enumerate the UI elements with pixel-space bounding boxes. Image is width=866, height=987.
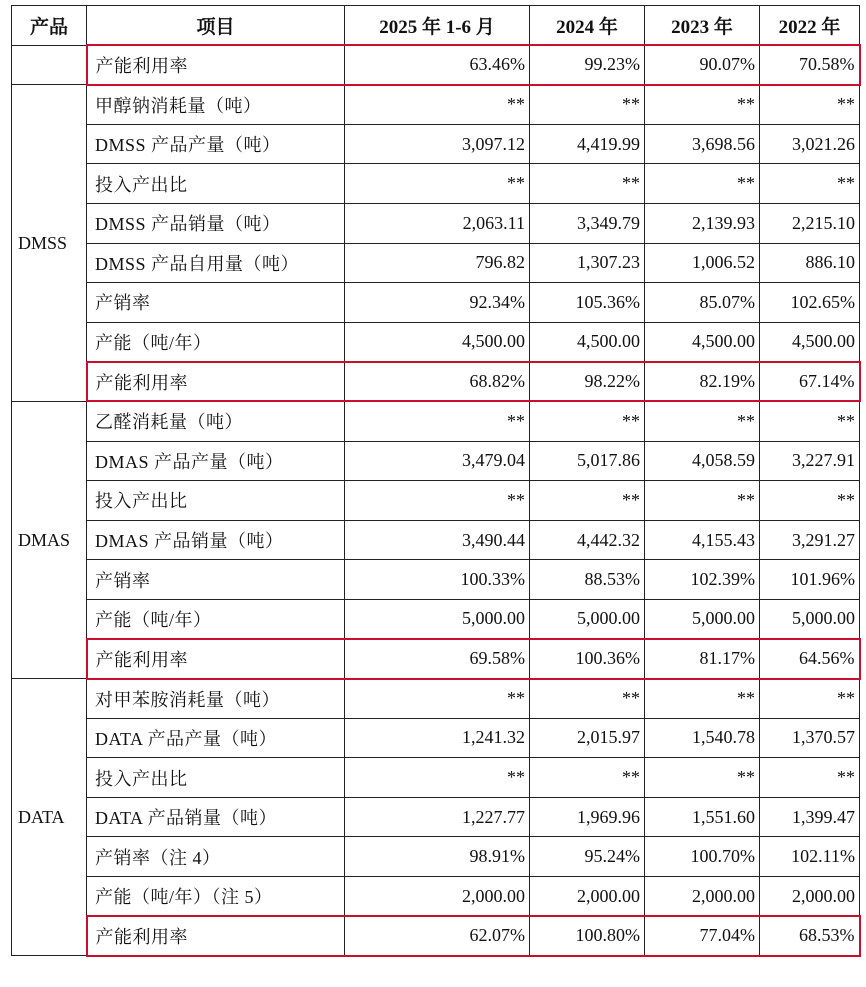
value-cell: 5,000.00 <box>530 599 645 639</box>
value-cell: 2,215.10 <box>760 203 860 243</box>
value-cell: ** <box>345 758 530 798</box>
value-cell: 1,227.77 <box>345 797 530 837</box>
value-cell: 5,017.86 <box>530 441 645 481</box>
item-cell: 乙醛消耗量（吨） <box>87 401 345 441</box>
table-row-highlighted <box>12 45 860 85</box>
value-cell: 1,006.52 <box>645 243 760 283</box>
value-cell: 796.82 <box>345 243 530 283</box>
item-cell: 投入产出比 <box>87 481 345 521</box>
value-cell: 1,969.96 <box>530 797 645 837</box>
item-cell: DATA 产品销量（吨） <box>87 797 345 837</box>
value-cell: 100.33% <box>345 560 530 600</box>
table-row-highlighted <box>12 639 860 679</box>
product-cell: DATA <box>12 679 87 956</box>
value-cell: 1,551.60 <box>645 797 760 837</box>
value-cell: 3,698.56 <box>645 124 760 164</box>
item-cell: 产销率 <box>87 283 345 323</box>
table-row <box>12 441 860 481</box>
value-cell: 4,500.00 <box>345 322 530 362</box>
value-cell: ** <box>760 85 860 125</box>
item-cell: 产销率（注 4） <box>87 837 345 877</box>
value-cell: ** <box>345 85 530 125</box>
value-cell: 5,000.00 <box>645 599 760 639</box>
item-cell: 投入产出比 <box>87 758 345 798</box>
value-cell: 68.53% <box>760 916 860 956</box>
value-cell: 4,155.43 <box>645 520 760 560</box>
value-cell: 3,097.12 <box>345 124 530 164</box>
value-cell: ** <box>760 758 860 798</box>
value-cell: 4,442.32 <box>530 520 645 560</box>
table-row <box>12 124 860 164</box>
value-cell: ** <box>530 401 645 441</box>
table-row <box>12 797 860 837</box>
value-cell: 3,349.79 <box>530 203 645 243</box>
item-cell: 产能利用率 <box>87 45 345 85</box>
value-cell: ** <box>645 85 760 125</box>
header-2024: 2024 年 <box>530 6 645 46</box>
value-cell: 98.22% <box>530 362 645 402</box>
value-cell: 1,370.57 <box>760 718 860 758</box>
table-row <box>12 322 860 362</box>
item-cell: DMSS 产品自用量（吨） <box>87 243 345 283</box>
value-cell: 98.91% <box>345 837 530 877</box>
value-cell: 3,021.26 <box>760 124 860 164</box>
item-cell: 产能利用率 <box>87 916 345 956</box>
value-cell: 105.36% <box>530 283 645 323</box>
value-cell: 70.58% <box>760 45 860 85</box>
item-cell: 产能利用率 <box>87 639 345 679</box>
table-body <box>12 45 860 956</box>
value-cell: 81.17% <box>645 639 760 679</box>
item-cell: 投入产出比 <box>87 164 345 204</box>
capacity-utilization-table <box>11 5 861 957</box>
table-row <box>12 520 860 560</box>
table-row <box>12 481 860 521</box>
table-header <box>12 6 860 46</box>
value-cell: 4,500.00 <box>530 322 645 362</box>
value-cell: 62.07% <box>345 916 530 956</box>
value-cell: 2,000.00 <box>530 877 645 917</box>
value-cell: 4,058.59 <box>645 441 760 481</box>
item-cell: DMSS 产品产量（吨） <box>87 124 345 164</box>
value-cell: 90.07% <box>645 45 760 85</box>
value-cell: 1,399.47 <box>760 797 860 837</box>
product-cell: DMAS <box>12 401 87 678</box>
table-row-highlighted <box>12 916 860 956</box>
value-cell: ** <box>760 401 860 441</box>
value-cell: 69.58% <box>345 639 530 679</box>
value-cell: 1,307.23 <box>530 243 645 283</box>
item-cell: 对甲苯胺消耗量（吨） <box>87 679 345 719</box>
table-row <box>12 283 860 323</box>
value-cell: 99.23% <box>530 45 645 85</box>
value-cell: ** <box>345 401 530 441</box>
value-cell: 886.10 <box>760 243 860 283</box>
item-cell: 产能（吨/年） <box>87 322 345 362</box>
value-cell: 3,479.04 <box>345 441 530 481</box>
value-cell: 2,139.93 <box>645 203 760 243</box>
product-cell: DMSS <box>12 85 87 402</box>
value-cell: 2,000.00 <box>345 877 530 917</box>
item-cell: 产能（吨/年）（注 5） <box>87 877 345 917</box>
value-cell: 101.96% <box>760 560 860 600</box>
table-row <box>12 560 860 600</box>
table-row <box>12 877 860 917</box>
table-row <box>12 837 860 877</box>
value-cell: 68.82% <box>345 362 530 402</box>
value-cell: 102.65% <box>760 283 860 323</box>
table-row <box>12 243 860 283</box>
header-row <box>12 6 860 46</box>
value-cell: 64.56% <box>760 639 860 679</box>
value-cell: 2,000.00 <box>760 877 860 917</box>
value-cell: ** <box>645 401 760 441</box>
value-cell: 3,291.27 <box>760 520 860 560</box>
value-cell: ** <box>645 758 760 798</box>
table-row <box>12 203 860 243</box>
value-cell: 102.11% <box>760 837 860 877</box>
table-row <box>12 679 860 719</box>
header-2022: 2022 年 <box>760 6 860 46</box>
table-row <box>12 401 860 441</box>
table-row <box>12 85 860 125</box>
header-2025h1: 2025 年 1-6 月 <box>345 6 530 46</box>
value-cell: 102.39% <box>645 560 760 600</box>
item-cell: 产能利用率 <box>87 362 345 402</box>
item-cell: 甲醇钠消耗量（吨） <box>87 85 345 125</box>
value-cell: 5,000.00 <box>760 599 860 639</box>
item-cell: DMAS 产品产量（吨） <box>87 441 345 481</box>
value-cell: 100.70% <box>645 837 760 877</box>
value-cell: 77.04% <box>645 916 760 956</box>
value-cell: 85.07% <box>645 283 760 323</box>
value-cell: 4,419.99 <box>530 124 645 164</box>
table-row-highlighted <box>12 362 860 402</box>
table-row <box>12 164 860 204</box>
value-cell: 67.14% <box>760 362 860 402</box>
value-cell: ** <box>760 679 860 719</box>
value-cell: 82.19% <box>645 362 760 402</box>
value-cell: ** <box>645 481 760 521</box>
value-cell: 1,540.78 <box>645 718 760 758</box>
value-cell: ** <box>345 481 530 521</box>
value-cell: 95.24% <box>530 837 645 877</box>
value-cell: 2,015.97 <box>530 718 645 758</box>
value-cell: 100.80% <box>530 916 645 956</box>
value-cell: ** <box>530 679 645 719</box>
value-cell: 88.53% <box>530 560 645 600</box>
value-cell: 3,227.91 <box>760 441 860 481</box>
value-cell: ** <box>530 481 645 521</box>
table-row <box>12 758 860 798</box>
item-cell: DMSS 产品销量（吨） <box>87 203 345 243</box>
table-row <box>12 718 860 758</box>
value-cell: 4,500.00 <box>645 322 760 362</box>
value-cell: ** <box>345 679 530 719</box>
value-cell: ** <box>760 481 860 521</box>
header-item: 项目 <box>87 6 345 46</box>
value-cell: ** <box>645 164 760 204</box>
value-cell: ** <box>530 85 645 125</box>
table-row <box>12 599 860 639</box>
value-cell: 1,241.32 <box>345 718 530 758</box>
item-cell: DATA 产品产量（吨） <box>87 718 345 758</box>
capacity-table-container <box>11 5 859 957</box>
item-cell: 产能（吨/年） <box>87 599 345 639</box>
item-cell: DMAS 产品销量（吨） <box>87 520 345 560</box>
value-cell: 100.36% <box>530 639 645 679</box>
value-cell: ** <box>530 758 645 798</box>
product-cell <box>12 45 87 85</box>
value-cell: 3,490.44 <box>345 520 530 560</box>
value-cell: 63.46% <box>345 45 530 85</box>
value-cell: ** <box>760 164 860 204</box>
value-cell: ** <box>645 679 760 719</box>
value-cell: ** <box>530 164 645 204</box>
value-cell: 92.34% <box>345 283 530 323</box>
value-cell: ** <box>345 164 530 204</box>
header-product: 产品 <box>12 6 87 46</box>
value-cell: 4,500.00 <box>760 322 860 362</box>
value-cell: 5,000.00 <box>345 599 530 639</box>
value-cell: 2,000.00 <box>645 877 760 917</box>
header-2023: 2023 年 <box>645 6 760 46</box>
value-cell: 2,063.11 <box>345 203 530 243</box>
item-cell: 产销率 <box>87 560 345 600</box>
